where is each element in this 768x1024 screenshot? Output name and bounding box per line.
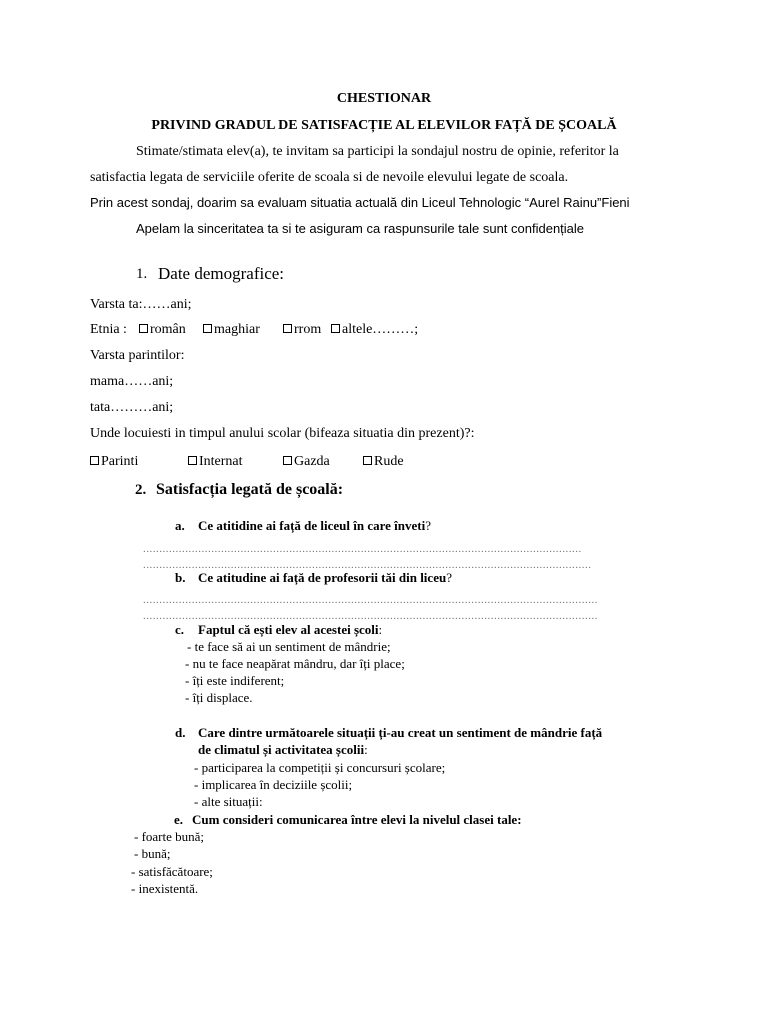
checkbox-icon [203, 324, 212, 333]
intro-line-3: Prin acest sondaj, doarim sa evaluam situatia actuală din Liceul Tehnologic “Aurel Rainu”Fieni [90, 195, 630, 210]
section2-heading: Satisfacția legată de școală: [156, 481, 344, 498]
checkbox-icon [283, 324, 292, 333]
answer-line[interactable]: .......................................................................................................................................... [143, 559, 592, 571]
residence-question: Unde locuiesti in timpul anului scolar (bifeaza situatia din prezent)?: [90, 426, 475, 441]
ethnicity-option-maghiar[interactable]: maghiar [203, 322, 260, 338]
question-d-option: - implicarea în deciziile școlii; [194, 777, 353, 792]
question-d-option: - participarea la competiții și concursuri școlare; [194, 760, 446, 775]
ethnicity-option-rrom[interactable]: rrom [283, 322, 321, 338]
question-a-letter: a. [175, 518, 185, 533]
question-e-option: - foarte bună; [134, 829, 205, 844]
checkbox-icon [283, 456, 292, 465]
question-c-option: - îți este indiferent; [185, 673, 285, 688]
question-c-option: - nu te face neapărat mândru, dar îți place; [185, 656, 405, 671]
father-age-field: tata………ani; [90, 400, 174, 415]
checkbox-icon [90, 456, 99, 465]
question-e: Cum consideri comunicarea între elevi la nivelul clasei tale: [192, 812, 522, 827]
residence-option-internat[interactable]: Internat [188, 454, 243, 470]
ethnicity-option-roman[interactable]: român [139, 322, 186, 338]
checkbox-icon [331, 324, 340, 333]
question-a: Ce atitidine ai față de liceul în care înveti? [198, 518, 432, 533]
parents-age-label: Varsta parintilor: [90, 348, 185, 363]
question-c: Faptul că ești elev al acestei școli: [198, 622, 383, 637]
ethnicity-label: Etnia : [90, 322, 127, 337]
question-d-letter: d. [175, 725, 186, 740]
residence-option-parinti[interactable]: Parinti [90, 454, 138, 470]
section1-heading: Date demografice: [158, 264, 285, 283]
question-b: Ce atitudine ai față de profesorii tăi din liceu? [198, 570, 452, 585]
question-e-option: - bună; [134, 846, 171, 861]
mother-age-field: mama……ani; [90, 374, 174, 389]
residence-option-gazda[interactable]: Gazda [283, 454, 330, 470]
answer-line[interactable]: ............................................................................................................................................ [143, 594, 598, 606]
checkbox-icon [188, 456, 197, 465]
checkbox-icon [139, 324, 148, 333]
checkbox-icon [363, 456, 372, 465]
intro-line-4: Apelam la sinceritatea ta si te asiguram ca raspunsurile tale sunt confidențiale [136, 221, 585, 236]
question-d-line-2: de climatul și activitatea școlii: [198, 742, 368, 757]
section2-number: 2. [135, 482, 147, 498]
page-title: CHESTIONAR [336, 91, 432, 106]
question-d-line-1: Care dintre următoarele situații ți-au creat un sentiment de mândrie față [198, 725, 603, 740]
page-subtitle: PRIVIND GRADUL DE SATISFACȚIE AL ELEVILOR FAȚĂ DE ȘCOALĂ [151, 118, 617, 133]
question-d-option: - alte situații: [194, 794, 263, 809]
question-c-option: - te face să ai un sentiment de mândrie; [187, 639, 391, 654]
ethnicity-option-altele[interactable]: altele………; [331, 322, 418, 338]
intro-line-1: Stimate/stimata elev(a), te invitam sa participi la sondajul nostru de opinie, referitor la [136, 144, 619, 159]
question-c-option: - îți displace. [185, 690, 253, 705]
question-c-letter: c. [175, 622, 185, 637]
intro-line-2: satisfactia legata de serviciile oferite de scoala si de nevoile elevului legate de scoala. [90, 170, 569, 185]
answer-line[interactable]: ....................................................................................................................................... [143, 543, 582, 555]
question-e-letter: e. [174, 812, 184, 827]
section1-number: 1. [136, 266, 148, 282]
residence-option-rude[interactable]: Rude [363, 454, 404, 470]
question-b-letter: b. [175, 570, 186, 585]
answer-line[interactable]: ............................................................................................................................................ [143, 610, 598, 622]
question-e-option: - inexistentă. [131, 881, 199, 896]
age-field: Varsta ta:……ani; [90, 297, 192, 312]
question-e-option: - satisfăcătoare; [131, 864, 213, 879]
